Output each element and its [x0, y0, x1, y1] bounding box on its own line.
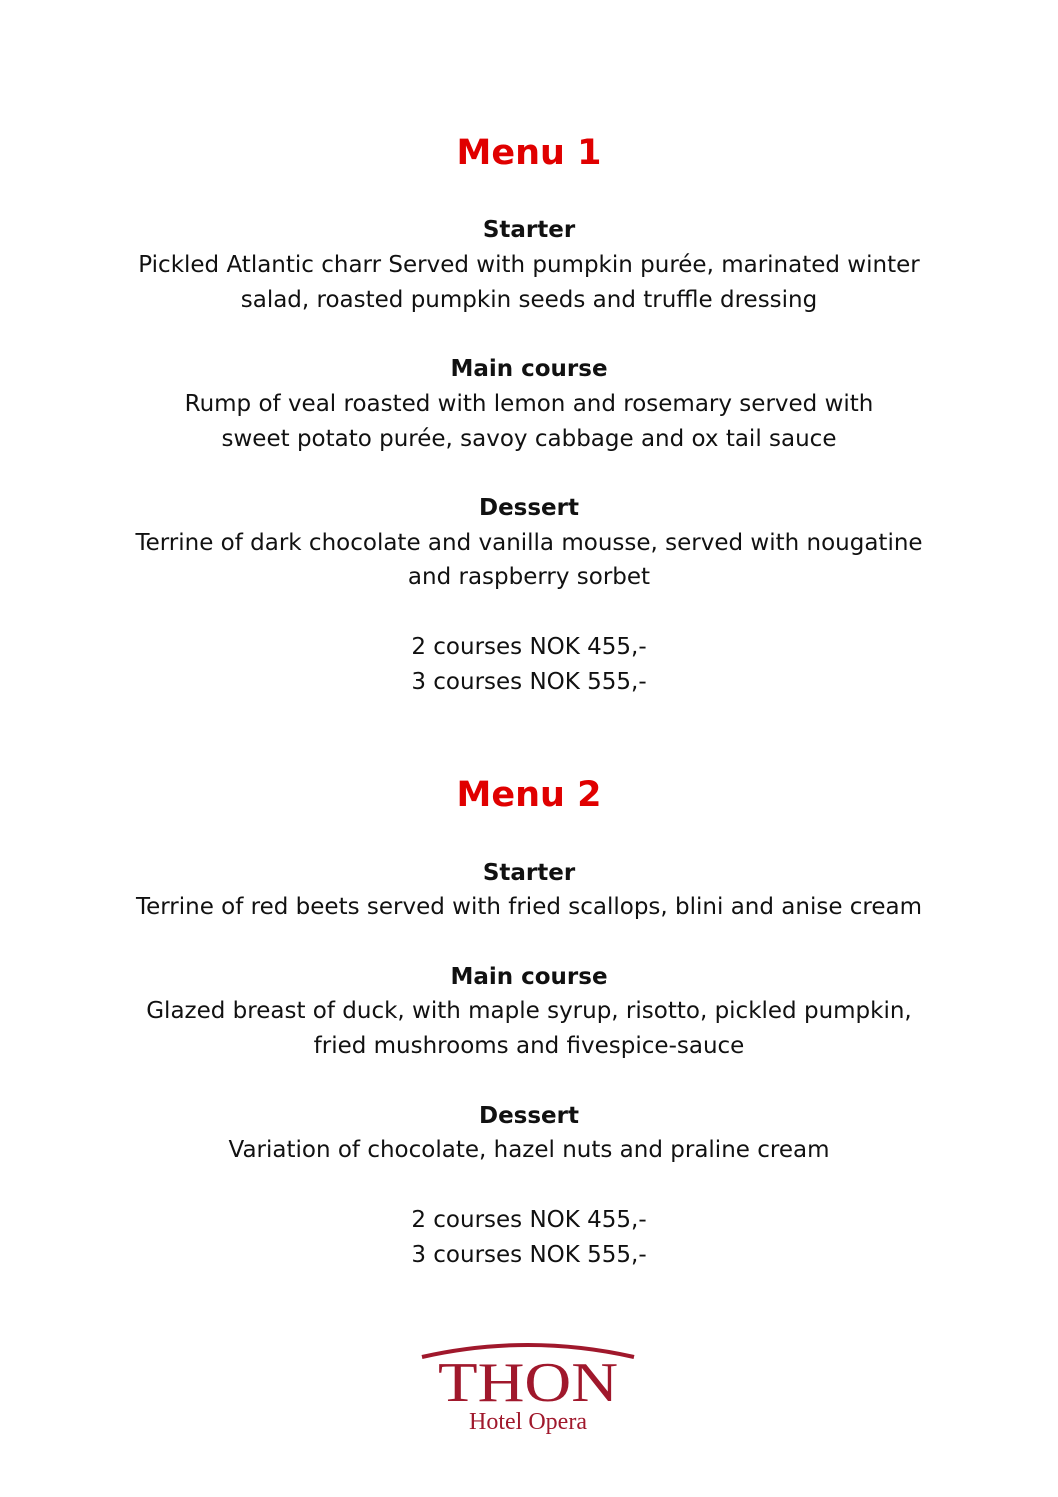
menu-1-starter-line-2: salad, roasted pumpkin seeds and truffle dressing: [240, 287, 818, 313]
menu-2-dessert-line-1: Variation of chocolate, hazel nuts and praline cream: [228, 1137, 830, 1163]
menu-2-price-3-courses: 3 courses NOK 555,-: [411, 1242, 647, 1268]
menu-1-price-2-courses: 2 courses NOK 455,-: [411, 634, 647, 660]
menu-1-main-line-1: Rump of veal roasted with lemon and rosemary served with: [184, 391, 874, 417]
menu-1-starter-line-1: Pickled Atlantic charr Served with pumpkin purée, marinated winter: [138, 252, 920, 278]
menu-2-price-2-courses: 2 courses NOK 455,-: [411, 1207, 647, 1233]
menu-1-main-heading: Main course: [450, 356, 608, 382]
menu-1-main-line-2: sweet potato purée, savoy cabbage and ox tail sauce: [221, 426, 837, 452]
menu-2-dessert-heading: Dessert: [478, 1103, 579, 1129]
menu-1-starter-heading: Starter: [482, 217, 576, 243]
logo-brand-text: THON: [438, 1352, 618, 1414]
menu-2-main-line-2: fried mushrooms and fivespice-sauce: [313, 1033, 745, 1059]
logo-subtitle-text: Hotel Opera: [469, 1409, 587, 1435]
menu-1-dessert-line-1: Terrine of dark chocolate and vanilla mousse, served with nougatine: [135, 530, 923, 556]
menu-2-main-heading: Main course: [450, 964, 608, 990]
menu-2-starter-line-1: Terrine of red beets served with fried scallops, blini and anise cream: [135, 894, 923, 920]
menu-1-title: Menu 1: [456, 133, 602, 173]
menu-2-title: Menu 2: [456, 775, 602, 815]
thon-hotel-opera-logo: [416, 1335, 640, 1435]
menu-2-main-line-1: Glazed breast of duck, with maple syrup, risotto, pickled pumpkin,: [146, 998, 912, 1024]
menu-1-price-3-courses: 3 courses NOK 555,-: [411, 669, 647, 695]
menu-1-dessert-heading: Dessert: [478, 495, 579, 521]
menu-2-starter-heading: Starter: [482, 860, 576, 886]
menu-1-dessert-line-2: and raspberry sorbet: [407, 564, 651, 590]
